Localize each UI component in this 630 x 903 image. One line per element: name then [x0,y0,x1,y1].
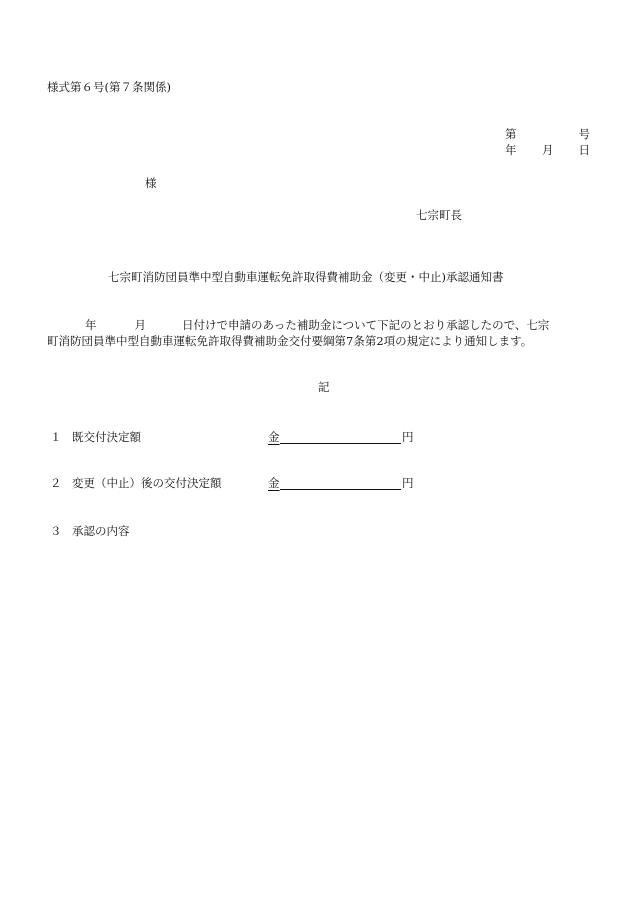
issue-date-day: 日 [578,143,590,157]
body-line-1 [47,317,584,333]
document-number-suffix: 号 [578,127,590,141]
item-3-number: ３ [50,524,62,538]
item-1-number: １ [50,430,62,444]
item-1-amount-blank [280,430,401,444]
document-number-prefix: 第 [505,127,517,141]
ki-heading: 記 [318,380,330,394]
item-1-amount-suffix: 円 [402,430,414,444]
form-number: 様式第６号(第７条関係) [47,80,171,94]
sender-name: 七宗町長 [416,208,462,222]
item-1-amount-prefix: 金 [268,430,280,444]
document-title: 七宗町消防団員準中型自動車運転免許取得費補助金（変更・中止)承認通知書 [108,270,504,284]
item-3-label: 承認の内容 [72,524,130,538]
item-2-amount-suffix: 円 [402,476,414,490]
issue-date-line [505,143,590,157]
item-2-amount-prefix: 金 [268,476,280,490]
body-paragraph [47,317,584,349]
item-2-label: 変更（中止）後の交付決定額 [72,476,222,490]
body-line-1-text: 日付けで申請のあった補助金について下記のとおり承認したので、七宗 [182,318,550,332]
item-2-number: ２ [50,476,62,490]
document-number-line [505,127,590,141]
body-year: 年 [85,318,97,332]
item-2-amount-blank [280,476,401,490]
issue-date-year: 年 [505,143,517,157]
issue-date-month: 月 [542,143,554,157]
item-1-label: 既交付決定額 [72,430,141,444]
body-line-2: 町消防団員準中型自動車運転免許取得費補助金交付要綱第7条第2項の規定により通知します。 [47,334,533,348]
body-month: 月 [134,318,146,332]
addressee-honorific: 様 [145,176,157,190]
